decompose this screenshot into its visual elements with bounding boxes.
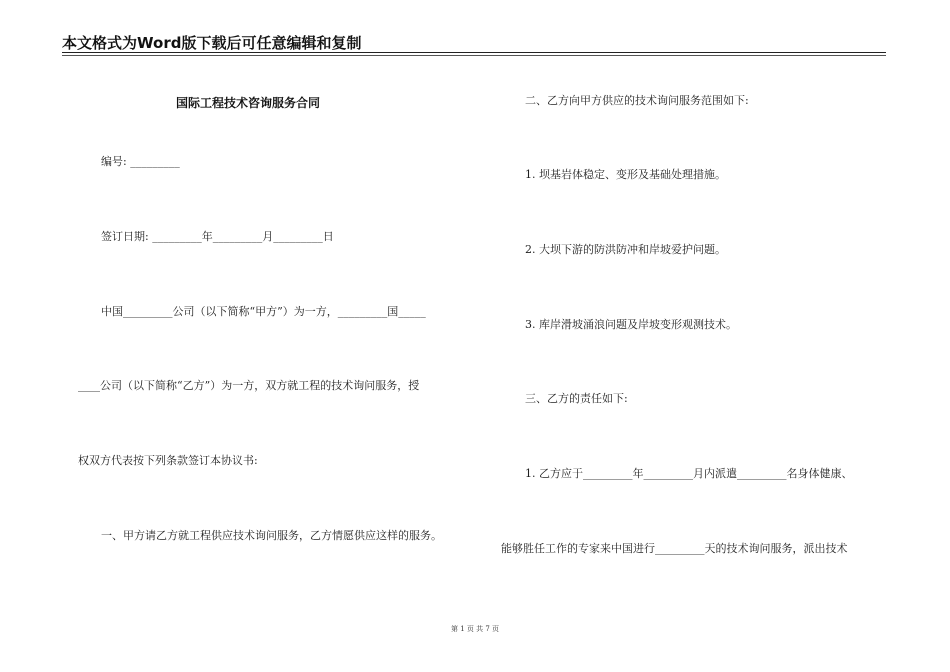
header-rule-thin [62,55,886,56]
clause-one-line: 一、甲方请乙方就工程供应技术询问服务，乙方情愿供应这样的服务。 [101,529,442,542]
paragraph-line: ____公司（以下简称“乙方”）为一方，双方就工程的技术询问服务，授 [78,379,420,392]
list-item: 1. 乙方应于_________年_________月内派遣_________名身体健康、 [525,467,853,480]
paragraph-line: 能够胜任工作的专家来中国进行_________天的技术询问服务，派出技术 [501,542,848,555]
list-item: 1. 坝基岩体稳定、变形及基础处理措施。 [525,168,726,181]
document-title: 国际工程技术咨询服务合同 [176,96,321,110]
page-indicator: 第 1 页 共 7 页 [450,625,500,633]
paragraph-line: 中国_________公司（以下简称“甲方”）为一方，_________国_____ [101,305,426,318]
paragraph-line: 权双方代表按下列条款签订本协议书: [78,454,258,467]
contract-number-line: 编号: _________ [101,155,180,168]
signing-date-line: 签订日期: _________年_________月_________日 [101,230,334,243]
list-item: 3. 库岸滑坡涌浪问题及岸坡变形观测技术。 [525,318,737,331]
clause-two-heading: 二、乙方向甲方供应的技术询问服务范围如下: [525,94,749,107]
clause-three-heading: 三、乙方的责任如下: [525,392,628,405]
list-item: 2. 大坝下游的防洪防冲和岸坡爱护问题。 [525,243,726,256]
document-header: 本文格式为Word版下载后可任意编辑和复制 [62,34,362,52]
header-rule [62,52,886,53]
